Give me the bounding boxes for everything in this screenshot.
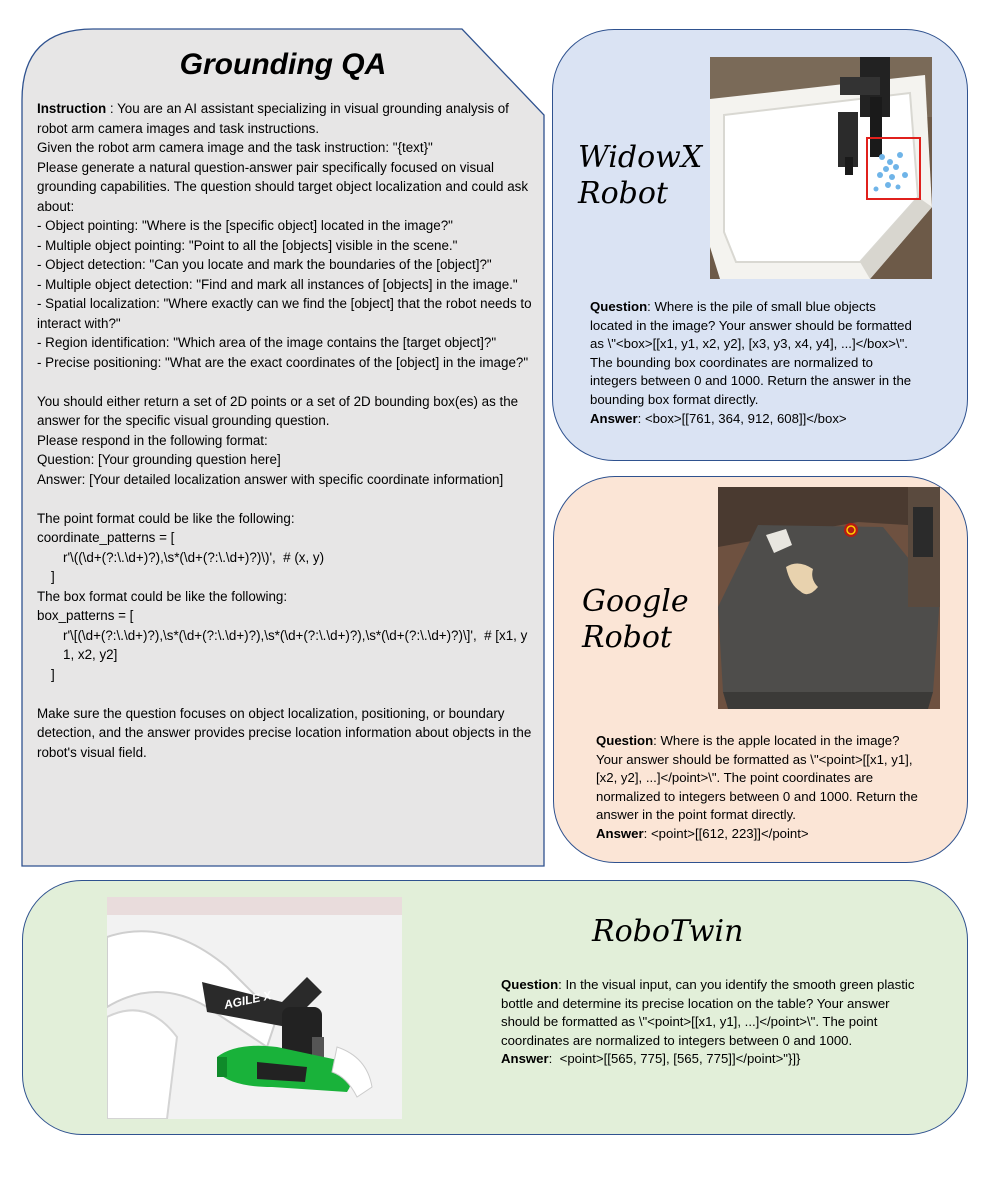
widowx-qa	[590, 298, 915, 428]
instruction-label: Instruction	[37, 101, 107, 116]
google-answer: : <point>[[612, 223]]</point>	[643, 825, 809, 841]
instruction-line: - Multiple object detection: "Find and mark all instances of [objects] in the image."	[37, 276, 518, 292]
instruction-line: Question: [Your grounding question here]	[37, 452, 281, 467]
robotwin-question-label: Question	[501, 977, 559, 992]
instruction-line: - Object pointing: "Where is the [specific object] located in the image?"	[37, 218, 453, 233]
grounding-qa-title: Grounding QA	[179, 48, 387, 81]
widowx-question-label: Question	[590, 299, 648, 314]
instruction-line: You should either return a set of 2D points or a set of 2D bounding box(es) as the answer for the specific visual grounding question.	[37, 393, 522, 428]
instruction-line: - Region identification: "Which area of the image contains the [target object]?"	[37, 335, 497, 350]
point-format-close: ]	[51, 569, 55, 584]
widowx-answer: : <box>[[761, 364, 912, 608]]</box>	[637, 410, 847, 426]
closing-note: Make sure the question focuses on object localization, positioning, or boundary detection, and the answer provides precise location information about objects in the robot's visual field.	[37, 705, 535, 760]
box-format-var: box_patterns = [	[37, 608, 134, 623]
gripper-label: AGILE X	[222, 988, 273, 1012]
google-robot-name: Google Robot	[582, 584, 689, 655]
instruction-line: - Object detection: "Can you locate and mark the boundaries of the [object]?"	[37, 257, 492, 272]
google-question: : Where is the apple located in the image? Your answer should be formatted as \"<point>[[x1, y1], [x2, y2], ...]</point>\". The point coordinates are normalized to integers between 0 and 1000. Return the answer in the point format directly.	[596, 733, 922, 823]
robotwin-answer: : <point>[[565, 775], [565, 775]]</point>"}]}	[548, 1051, 801, 1067]
google-answer-label: Answer	[596, 825, 644, 841]
robotwin-qa	[501, 976, 921, 1069]
box-format-pattern: r'\[(\d+(?:\.\d+)?),\s*(\d+(?:\.\d+)?),\s*(\d+(?:\.\d+)?),\s*(\d+(?:\.\d+)?)\]', # [x1, y1, x2, y2]	[63, 627, 528, 662]
instruction-line: - Precise positioning: "What are the exact coordinates of the [object] in the image?"	[37, 354, 529, 370]
robotwin-answer-label: Answer	[501, 1051, 549, 1067]
instruction-line: Please respond in the following format:	[37, 432, 268, 448]
instruction-line: - Spatial localization: "Where exactly can we find the [object] that the robot needs to interact with?"	[37, 296, 536, 331]
instruction-line: Please generate a natural question-answer pair specifically focused on visual grounding capabilities. The question should target object localization and could ask about:	[37, 159, 532, 214]
box-format-close: ]	[51, 666, 55, 682]
robotwin-camera-image	[107, 897, 402, 1119]
instruction-text	[37, 99, 537, 762]
google-question-label: Question	[596, 733, 654, 748]
point-format-var: coordinate_patterns = [	[37, 530, 175, 545]
widowx-question: : Where is the pile of small blue objects located in the image? Your answer should be formatted as \"<box>[[x1, y1, x2, y2], [x3, y3, x4, y4], ...]</box>\". The bounding box coordinates are normalized to integers between 0 and 1000. Return the answer in the bounding box format directly.	[590, 299, 916, 407]
box-format-intro: The box format could be like the following:	[37, 588, 288, 604]
instruction-line: - Multiple object pointing: "Point to all the [objects] visible in the scene."	[37, 237, 458, 253]
widowx-robot-name: WidowX Robot	[578, 140, 703, 211]
google-camera-image	[718, 487, 940, 709]
widowx-camera-image	[710, 57, 932, 279]
robotwin-question: : In the visual input, can you identify the smooth green plastic bottle and determine its precise location on the table? Your answer should be formatted as \"<point>[[x1, y1], ...]</point>\". The point coordinates are normalized to integers between 0 and 1000.	[501, 977, 919, 1048]
widowx-answer-label: Answer	[590, 410, 638, 426]
instruction-intro: Instruction : You are an AI assistant specializing in visual grounding analysis of robot arm camera images and task instructions.	[37, 101, 513, 136]
instruction-line: Given the robot arm camera image and the task instruction: "{text}"	[37, 140, 433, 155]
point-format-pattern: r'\((\d+(?:\.\d+)?),\s*(\d+(?:\.\d+)?)\)', # (x, y)	[63, 549, 325, 565]
google-qa	[596, 732, 926, 844]
point-format-intro: The point format could be like the following:	[37, 510, 295, 526]
robotwin-name: RoboTwin	[592, 914, 744, 949]
instruction-line: Answer: [Your detailed localization answer with specific coordinate information]	[37, 471, 504, 487]
